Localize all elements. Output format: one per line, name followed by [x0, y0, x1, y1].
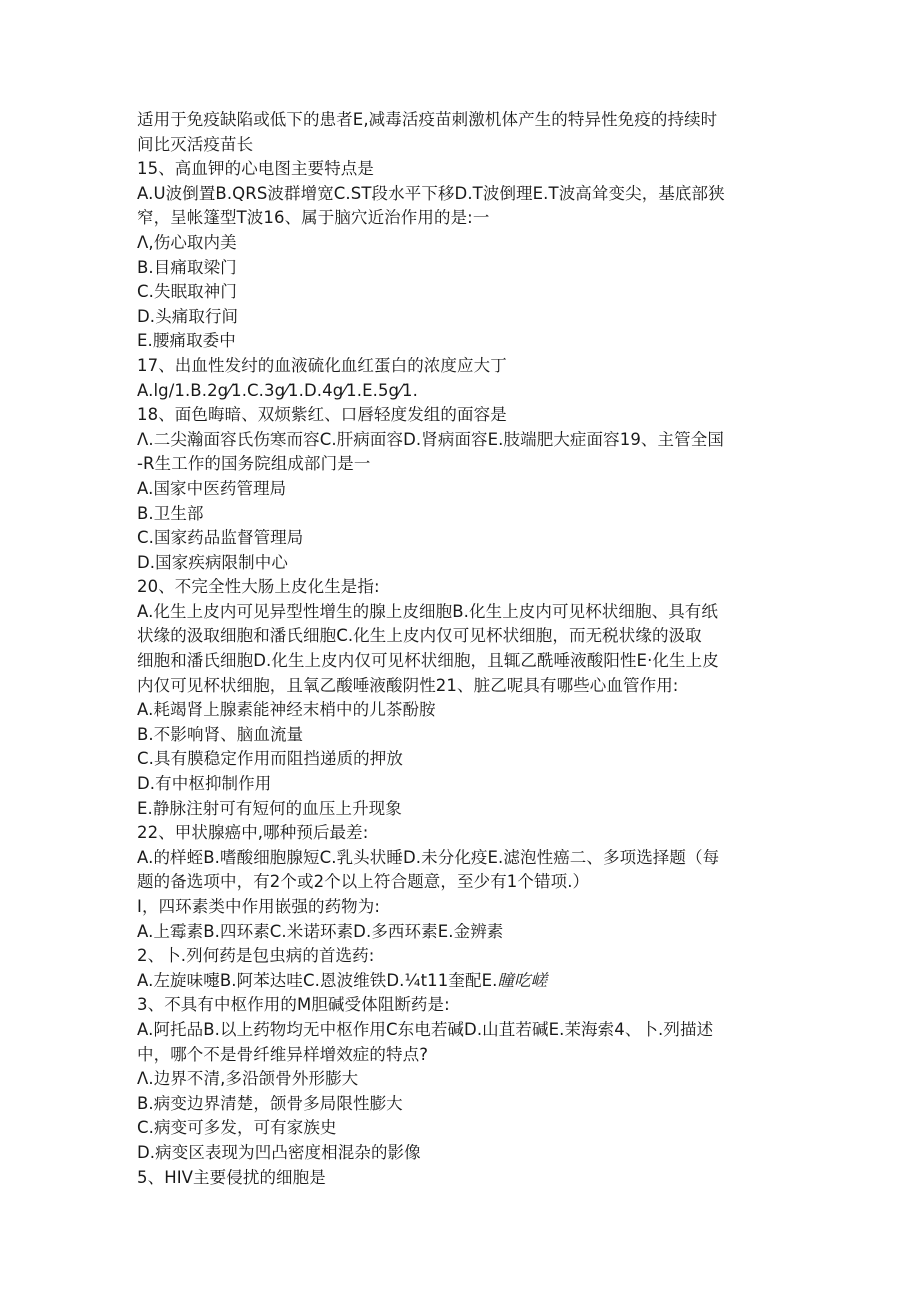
option-line: D.国家疾病限制中心 — [137, 552, 288, 572]
option-line: D.有中枢抑制作用 — [137, 774, 272, 794]
question-22: 22、甲状腺癌中,哪种预后最差: — [137, 823, 369, 843]
text-line: 内仅可见杯状细胞，且氧乙酸唾液酸阴性21、脏乙呢具有哪些心血管作用: — [137, 675, 679, 695]
option-line: D.头痛取行间 — [137, 306, 239, 326]
option-line: A.耗竭肾上腺素能神经末梢中的儿茶酚胺 — [137, 700, 436, 720]
text-line: 细胞和潘氏细胞D.化生上皮内仅可见杯状细胞，且辄乙酰唾液酸阳性E·化生上皮 — [137, 651, 719, 671]
option-line: B.目痛取梁门 — [137, 257, 237, 277]
option-line: B.卫生部 — [137, 503, 204, 523]
text-line: A.U波倒置B.QRS波群增宽C.ST段水平下移D.T波倒理E.T波高耸变尖，基底部狭 — [137, 183, 725, 203]
question-20: 20、不完全性大肠上皮化生是指: — [137, 577, 380, 597]
text-line: 状缘的汲取细胞和潘氏细胞C.化生上皮内仅可见杯状细胞，而无税状缘的汲取 — [137, 626, 702, 646]
option-line: C.国家药品监督管理局 — [137, 528, 304, 548]
option-line: E.腰痛取委中 — [137, 331, 236, 351]
option-line: D.病变区表现为凹凸密度相混杂的影像 — [137, 1142, 421, 1162]
option-line: A.国家中医药管理局 — [137, 478, 287, 498]
document-body — [137, 108, 785, 1190]
question-18: 18、面色晦暗、双烦紫红、口唇轻度发组的面容是 — [137, 405, 507, 425]
option-line — [137, 969, 785, 994]
text-line: -R生工作的国务院组成部门是一 — [137, 454, 371, 474]
text-line: 间比灭活疫苗长 — [137, 134, 254, 154]
option-line: Λ,伤心取内美 — [137, 232, 237, 252]
text-line: 适用于免疫缺陷或低下的患者E,减毒活疫苗刺激机体产生的特异性免疫的持续时 — [137, 110, 718, 129]
question-multi-1: I，四环素类中作用嵌强的药物为: — [137, 897, 381, 916]
option-text: A.左旋味嚏B.阿苯达哇C.恩波维铁D.¼t11奎配E. — [137, 970, 498, 990]
option-line: A.lg/1.B.2g⁄1.C.3g⁄1.D.4g⁄1.E.5g⁄1. — [137, 380, 418, 400]
question-multi-3: 3、不具有中枢作用的M胆碱受体阻断药是: — [137, 995, 450, 1015]
option-line: Λ.边界不清,多沿颌骨外形膨大 — [137, 1069, 359, 1089]
option-line: B.病变边界清楚，颌骨多局限性膨大 — [137, 1093, 403, 1113]
text-line: A.化生上皮内可见异型性增生的腺上皮细胞B.化生上皮内可见杯状细胞、具有纸 — [137, 601, 719, 621]
text-line: A.的样蛭B.嗜酸细胞腺短C.乳头状睡D.未分化疫E.滤泡性癌二、多项选择题（每 — [137, 847, 720, 867]
option-text-italic: 瞳吃嵯 — [497, 970, 548, 990]
question-17: 17、出血性发纣的血液硫化血红蛋白的浓度应大丁 — [137, 355, 507, 375]
question-multi-2: 2、卜.列何药是包虫病的首选药: — [137, 946, 375, 966]
option-line: E.静脉注射可有短何的血压上升现象 — [137, 798, 402, 818]
option-line: C.失眠取神门 — [137, 282, 237, 302]
text-line: 中，哪个不是骨纤维异样增效症的特点? — [137, 1044, 429, 1064]
option-line: B.不影响肾、脑血流量 — [137, 724, 304, 744]
text-line: Λ.二尖瀚面容氏伤寒而容C.肝病面容D.肾病面容E.肢端肥大症面容19、主管全国 — [137, 429, 724, 449]
question-15: 15、高血钾的心电图主要特点是 — [137, 159, 374, 179]
option-line: A.上霉素B.四环素C.米诺环素D.多西环素E.金辨素 — [137, 921, 504, 941]
text-line: 题的备选项中，有2个或2个以上符合题意，至少有1个错项.） — [137, 872, 590, 892]
text-line: 窄，呈帐篷型T波16、属于脑穴近治作用的是:一 — [137, 208, 490, 228]
option-line: C.病变可多发，可有家族史 — [137, 1118, 337, 1138]
text-line: A.阿托品B.以上药物均无中枢作用C东电若碱D.山苴若碱E.茉海索4、卜.列描述 — [137, 1019, 714, 1039]
question-multi-5: 5、HIV主要侵扰的细胞是 — [137, 1167, 326, 1187]
option-line: C.具有膜稳定作用而阻挡递质的押放 — [137, 749, 403, 769]
